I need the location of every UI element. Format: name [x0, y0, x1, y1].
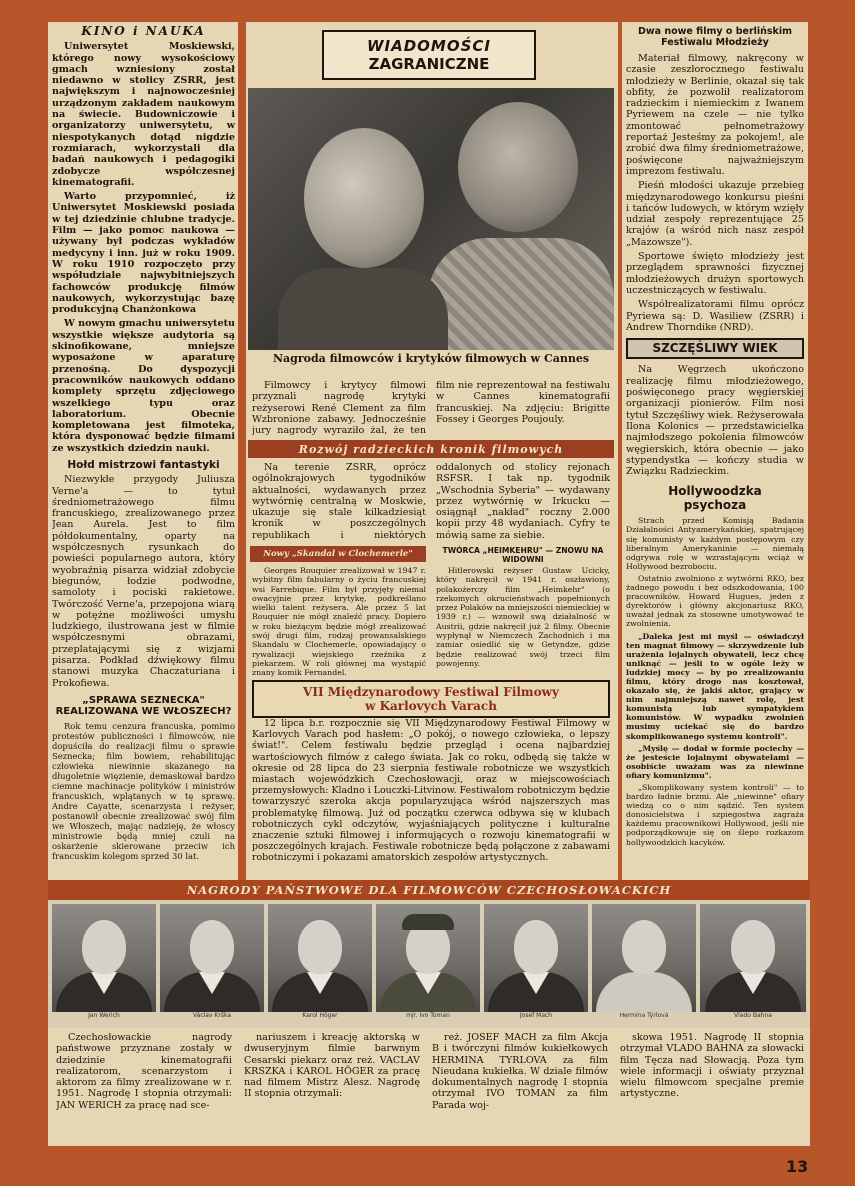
portrait-hermina-tyrlova [592, 904, 696, 1012]
festival-text [252, 718, 610, 882]
festival-title-1: VII Międzynarodowy Festiwal Filmowy [303, 685, 559, 699]
kronik-text [252, 462, 610, 544]
wiadomosci-logo [322, 30, 536, 80]
nagrody-col-1 [56, 1032, 232, 1144]
heimkehr-paragraph: Hitlerowski reżyser Gustaw Ucicky, który nakręcił w 1941 r. oszławiony, polakożerczy film „Heimkehr" (o rzekomych okrucieństwach popełnionych przez Polaków na mniejszości niemieckiej w 1939 r.) — wznowił swą działalność w Austrii, gdzie nakręcił już 2 filmy. Obecnie wypłynął w Niemczech Zachodnich i ma zamiar osiedlić się w Getyndze, gdzie będzie realizować swój trzeci film powojenny. [436, 566, 610, 668]
portrait-name: Hermina Týrlová [619, 1012, 669, 1019]
festival-title-2: w Karlovych Varach [365, 699, 497, 713]
berlin-paragraph: Pieśń młodości ukazuje przebieg międzynarodowego konkursu pieśni i tańców ludowych, w którym wzięły udział zespoły reprezentujące 25 krajów (a wśród nich nasz zespół „Mazowsze"). [626, 180, 804, 248]
nagrody-paragraph: nariuszem i kreację aktorską w dwuseryjnym filmie barwnym Cesarski piekarz oraz reż. VACLAV KRSZKA i KAROL HÖGER za pracę nad filmem Mistrz Alesz. Nagrodę II stopnia otrzymali: [244, 1032, 420, 1100]
logo-line-1: WIADOMOŚCI [366, 37, 491, 55]
kino-paragraph: W nowym gmachu uniwersytetu wszystkie większe audytoria są skinofikowane, mniejsze wyposażone w aparaturę przenośną. Do dyspozycji pracowników naukowych oddano komplety sprzętu zdjęciowego wszelkiego typu oraz laboratorium. Obecnie kompletowana jest filmoteka, która dysponować będzie filmami ze wszystkich dziedzin nauki. [52, 318, 235, 454]
kronik-paragraph: Na terenie ZSRR, oprócz ogólnokrajowych tygodników aktualności, wydawanych przez wytwórnię centralną w Moskwie, ukazuje się stale kilkadziesiąt kronik w poszczególnych republikach i niektórych oddalonych od stolicy rejonach RSFSR. I tak np. tygodnik „Wschodnia Syberia" — wydawany przez wytwórnię w Irkucku — osiągnął „nakład" roczny 2.000 kopii przy 48 wydaniach. Cyfry te mówią same za siebie. [252, 462, 610, 541]
portrait-name: Josef Mach [519, 1012, 553, 1019]
portrait-karol-hoger [268, 904, 372, 1012]
portrait-name: Jan Werich [88, 1012, 120, 1019]
berlin-paragraph: Współrealizatorami filmu oprócz Pyriewa są: D. Wasiliew (ZSRR) i Andrew Thorndike (NRD). [626, 299, 804, 333]
portrait-name: Vlado Bahna [734, 1012, 772, 1019]
heimkehr-text [436, 566, 610, 678]
military-cap [402, 914, 454, 930]
berlin-paragraph: Sportowe święto młodzieży jest przeglądem sprawności fizycznej młodzieżowych drużyn sportowych uczestniczących w festiwalu. [626, 251, 804, 296]
nagrody-col-4 [620, 1032, 804, 1144]
skandal-text [252, 566, 426, 678]
hold-title: Hołd mistrzowi fantastyki [67, 458, 220, 471]
skandal-paragraph: Georges Rouquier zrealizował w 1947 r. wybitny film fabularny o życiu francuskiej wsi Farrebique. Film był przyjęty niemal owacyjnie przez krytykę, podkreślano wielki talent reżysera. Ale przez 5 lat Rouquier nie mógł znaleźć pracy. Dopiero w roku bieżącym będzie mógł zrealizować swój drugi film, rodzaj prowansalskiego Skandalu w Clochemerle, opowiadający o rywalizacji wiejskiego rzeźnika z piekarzem. W roli głównej ma wystąpić znany komik Fernandel. [252, 566, 426, 678]
kino-paragraph: Warto przypomnieć, iż Uniwersytet Moskiewski posiada w tej dziedzinie chlubne tradycje. Film — jako pomoc naukowa — używany był podczas wykładów medycyny i inn. już w roku 1909. W roku 1910 rozpoczęto przy współudziale najwybitniejszych fachowców produkcję filmów naukowych, wykorzystując bazę produkcyjną Chanżonkowa [52, 191, 235, 316]
portrait-vaclav-krska [160, 904, 264, 1012]
portrait-ivo-toman [376, 904, 480, 1012]
skandal-title: Nowy „Skandal w Clochemerle" [250, 546, 426, 562]
hollywood-paragraph: Ostatnio zwolniono z wytwórni RKO, bez żadnego powodu i bez odszkodowania, 100 pracowników. Howard Hugues, jeden z dyrektorów i główny akcjonariusz RKO, uważał jednak za stosowne umotywować te zwolnienia. [626, 573, 804, 629]
hollywood-title: Hollywoodzka psychoza [668, 484, 762, 513]
portrait-vlado-bahna [700, 904, 806, 1012]
berlin-title: Dwa nowe filmy o berlińskim Festiwalu Młodzieży [637, 26, 793, 48]
szczesliwy-title: SZCZĘŚLIWY WIEK [626, 338, 804, 359]
child-left-figure [304, 128, 424, 268]
kronik-title: Rozwój radzieckich kronik filmowych [248, 440, 614, 458]
hollywood-paragraph: „Myślę — dodał w formie pociechy — że jesteście lojalnymi obywatelami — osobiście uważam was za niewinne ofiary komunizmu". [626, 743, 804, 780]
right-column [626, 26, 804, 882]
cannes-photo [248, 88, 614, 350]
left-column [52, 26, 235, 882]
nagrody-paragraph: Czechosłowackie nagrody państwowe przyznane zostały w dziedzinie kinematografii realizatorom, scenarzystom i aktorom za filmy zrealizowane w r. 1951. Nagrodę I stopnia otrzymali: JAN WERICH za pracę nad sce- [56, 1032, 232, 1111]
hollywood-text [626, 516, 804, 846]
portrait-josef-mach [484, 904, 588, 1012]
sprawa-paragraph: Rok temu cenzura francuska, pomimo protestów publiczności i filmowców, nie dopuściła do realizacji filmu o sprawie Seznecka; film bowiem, rehabilitując człowieka niewinnie skazanego na długoletnie więzienie, demaskował bardzo ciemne machinacje polityków i ministrów francuskich, wplątanych w tę sprawę. Andre Cayatte, scenarzysta i reżyser, postanowił obecnie zrealizować swój film we Włoszech, mając nadzieję, że włoscy ministrowie będą mniej czuli na oskarżenie skierowane przeciw ich francuskim kolegom sprzed 30 lat. [52, 720, 235, 861]
nagrody-col-2 [244, 1032, 420, 1144]
hollywood-paragraph: Strach przed Komisją Badania Działalności Antyamerykańskiej, spatrującej się komunisty w każdym postępowym czy liberalnym Amerykaninie — niemałą odgrywa rolę w wzrastającym wciąż w Hollywood bezrobociu. [626, 516, 804, 571]
portrait-name: Karol Höger [302, 1012, 338, 1019]
logo-line-2: ZAGRANICZNE [368, 55, 490, 73]
berlin-paragraph: Materiał filmowy, nakręcony w czasie zeszłorocznego festiwalu młodzieży w Berlinie, okazał się tak obfity, że pozwolił realizatorom radzieckim i niemieckim z Iwanem Pyriewem na czele — nie tylko zmontować pełnometrażowy reportaż Jesteśmy za pokojem!, ale zrobić dwa filmy średniometrażowe, poświęcone najważniejszym imprezom festiwalu. [626, 53, 804, 177]
cannes-text [252, 380, 610, 440]
child-right-shirt [428, 238, 614, 350]
heimkehr-title: TWÓRCA „HEIMKEHRU" — ZNOWU NA WIDOWNI [442, 546, 604, 564]
hollywood-paragraph: „Daleka jest mi myśl — oświadczył ten magnat filmowy — skrzywdzenie lub urażenia lojalnych obywateli, lecz chcę uniknąć — jeśli to w ogóle leży w ludzkiej mocy — by po zrealizowaniu filmu, który drogo nas kosztował, okazało się, że jakiś aktor, grający w nim najmniejszą nawet rolę, jest komunistą lub sympatykiem komunistów. W wypadku zwolnień musimy uciekać się do bardzo skomplikowanego systemu kontroli". [626, 631, 804, 741]
hollywood-paragraph: „Skomplikowany system kontroli" — to bardzo ładnie brzmi. Ale „niewinne" ofiary wiedzą co o nim sądzić. Ten system donosicielstwa i szpiegostwa zagraża każdemu pracownikowi Hollywood, jeśli nie podporządkowuje się on ślepo rozkazom hollywoodzkich kacyków. [626, 783, 804, 847]
festival-paragraph: 12 lipca b.r. rozpocznie się VII Międzynarodowy Festiwal Filmowy w Karlovych Varach pod hasłem: „O pokój, o nowego człowieka, o lepszy świat!". Celem festiwalu będzie przegląd i ocena najbardziej wartościowych filmów z całego świata. Jak co roku, odbędą się także w okresie od 28 lipca do 23 sierpnia festiwale robotnicze we wszystkich miastach wojewódzkich Czechosłowacji, oraz w miejscowościach przemysłowych: Kladno i Louczki-Litvinow. Festiwalom robotniczym będzie towarzyszyć szeroka akcja popularyzująca wśród najszerszych mas problematykę filmową. Już od początku czerwca odbywa się w klubach robotniczych cykl odczytów, wyjaśniających polityczne i kulturalne znaczenie sztuki filmowej i informujących o rozwoju kinematografii w poszczególnych krajach. Festiwale robotnicze będą połączone z zabawami robotniczymi i pokazami amatorskich zespołów artystycznych. [252, 718, 610, 864]
nagrody-paragraph: skowa 1951. Nagrodę II stopnia otrzymał VLADO BAHNA za słowacki film Tęcza nad Słowacją. Poza tym wiele informacji i oświaty przyznał wielu filmowcom specjalne premie artystyczne. [620, 1032, 804, 1100]
portrait-name: mjr. Ivo Toman [406, 1012, 450, 1019]
sprawa-title: „SPRAWA SEZNECKA" REALIZOWANA WE WŁOSZECH? [55, 694, 232, 718]
nagrody-paragraph: reż. JOSEF MACH za film Akcja B i twórczyni filmów kukiełkowych HERMINA TYRLOVA za film Nieudana kukiełka. W dziale filmów dokumentalnych nagrodę I stopnia otrzymał IVO TOMAN za film Parada woj- [432, 1032, 608, 1111]
nagrody-banner: NAGRODY PAŃSTWOWE DLA FILMOWCÓW CZECHOSŁOWACKICH [48, 880, 810, 900]
cannes-caption: Nagroda filmowców i krytyków filmowych w Cannes [272, 352, 590, 365]
portrait-name: Václav Krška [193, 1012, 231, 1019]
szczesliwy-paragraph: Na Węgrzech ukończono realizację filmu młodzieżowego, poświęconego pracy węgierskiej organizacji pionierów. Film nosi tytuł Szczęśliwy wiek. Reżyserowała Ilona Kolonics — przedstawicielka najmłodszego pokolenia filmowców węgierskich, która obecnie — jako stypendystka — kończy studia w Związku Radzieckim. [626, 364, 804, 478]
child-left-coat [278, 268, 448, 350]
festival-title-box [252, 680, 610, 718]
page-number: 13 [786, 1157, 809, 1176]
child-right-figure [458, 102, 578, 232]
kino-paragraph: Uniwersytet Moskiewski, którego nowy wysokościowy gmach wzniesiony został niedawno w stolicy ZSRR, jest największym i najnowocześniej urządzonym zakładem naukowym na świecie. Budowniczowie i organizatorzy uniwersytetu, w niespotykanych dotąd nigdzie rozmiarach, wykorzystali dla badań naukowych i pedagogiki zdobycze współczesnej kinematografii. [52, 41, 235, 188]
nagrody-col-3 [432, 1032, 608, 1144]
portrait-jan-werich [52, 904, 156, 1012]
hold-paragraph: Niezwykłe przygody Juliusza Verne'a — to tytuł średniometrażowego filmu francuskiego, zrealizowanego przez Jean Aurela. Jest to film półdokumentalny, oparty na współczesnych rysunkach do powieści popularnego autora, który wyobraźnią pisarza widział zdobycie biegunów, łodzie podwodne, samoloty i pociski rakietowe. Twórczość Verne'a, przepojona wiarą w potężne możliwości umysłu ludzkiego, ilustrowana jest w filmie współczesnymi obrazami, przeplatającymi się z wizjami pisarza. Podkład dźwiękowy filmu stanowi muzyka Chaczaturiana i Prokofiewa. [52, 474, 235, 689]
kino-nauka-title: KINO i NAUKA [81, 26, 206, 38]
cannes-paragraph: Filmowcy i krytycy filmowi przyznali nagrodę krytyki reżyserowi René Clement za film Wzbronione zabawy. Jednocześnie jury nagrody wyraziło żal, że ten film nie reprezentował na festiwalu w Cannes kinematografii francuskiej. Na zdjęciu: Brigitte Fossey i Georges Poujouly. [252, 380, 610, 437]
